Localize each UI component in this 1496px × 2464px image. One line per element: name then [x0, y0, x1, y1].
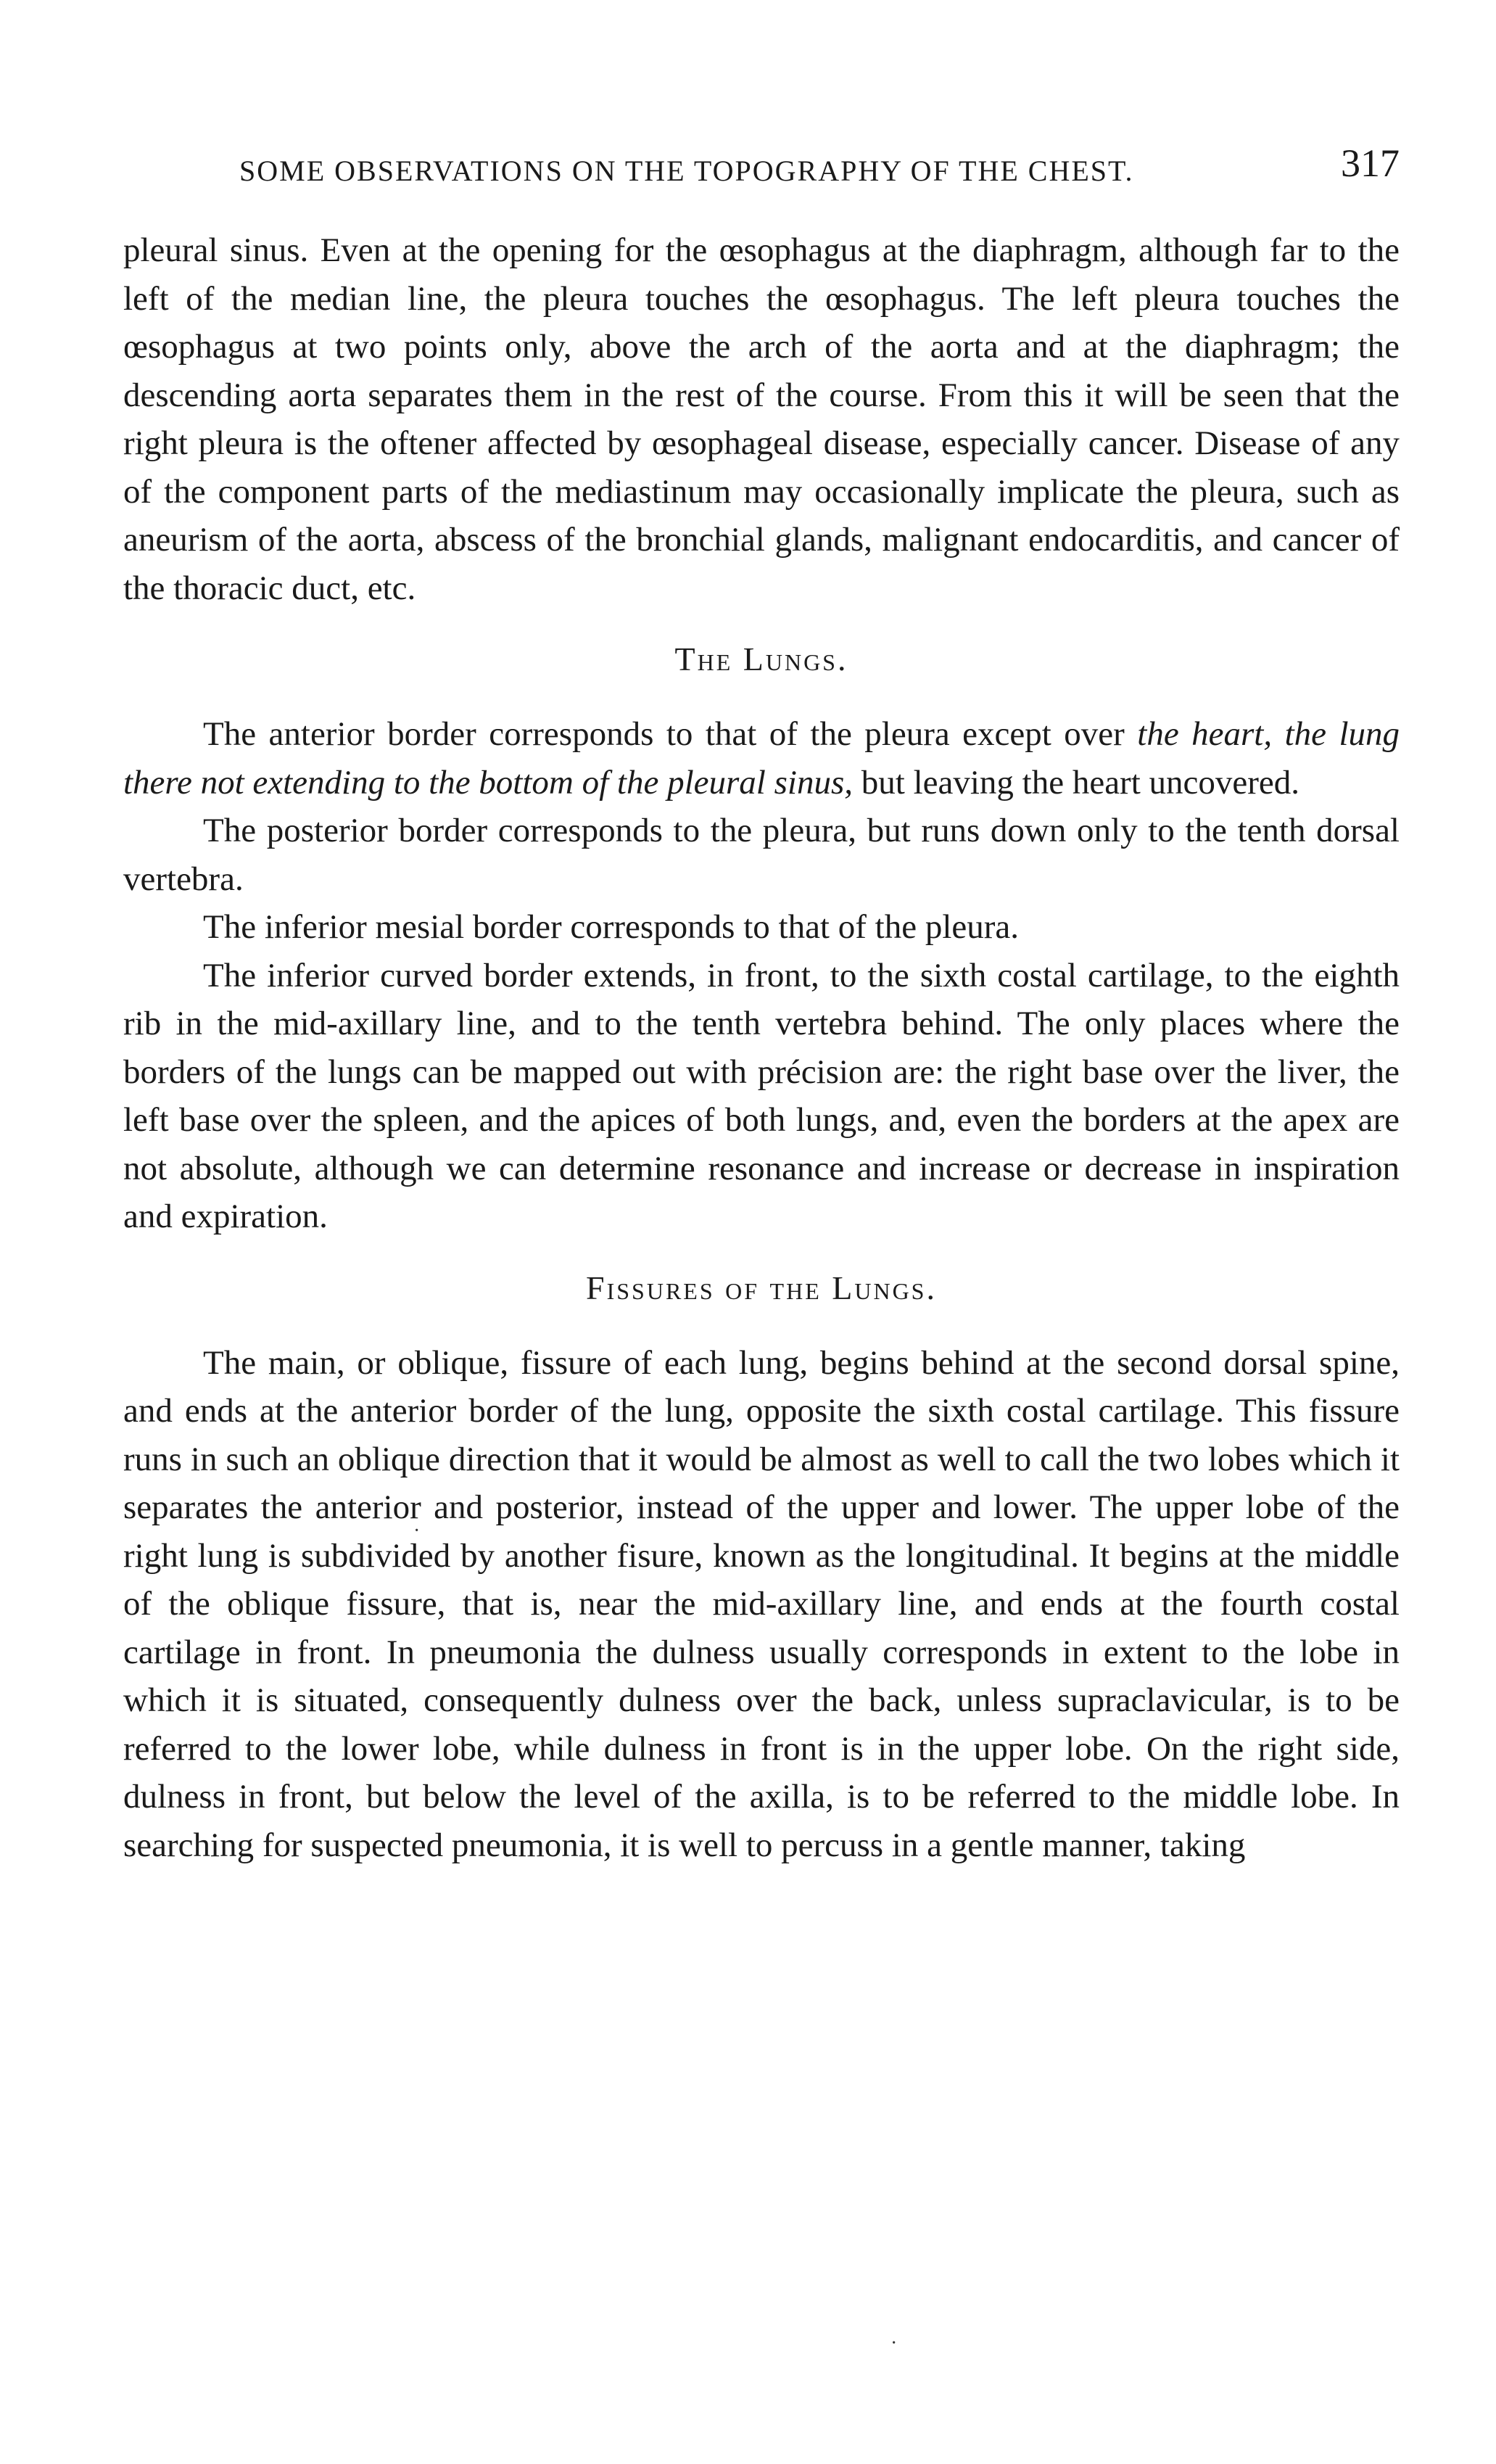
- paragraph-main-fissure: The main, or oblique, fissure of each lung, begins behind at the second dorsal spine, and ends at the anterior border of the lung, opposite the sixth costal cartilage. This fissure runs in such an oblique direction that it would be almost as well to call the two lobes which it separates the anterior and posterior, instead of the upper and lower. The upper lobe of the right lung is subdivided by another fisure, known as the longitudinal. It begins at the middle of the oblique fissure, that is, near the mid-axillary line, and ends at the fourth costal cartilage in front. In pneumonia the dulness usually corresponds in extent to the lobe in which it is situated, consequently dulness over the back, unless supraclavicular, is to be referred to the lower lobe, while dulness in front is in the upper lobe. On the right side, dulness in front, but below the level of the axilla, is to be referred to the middle lobe. In searching for suspected pneumonia, it is well to percuss in a gentle manner, taking: [123, 1343, 1400, 1864]
- print-speck: ·: [413, 1520, 421, 1542]
- section-heading-lungs: The Lungs.: [674, 640, 848, 677]
- paragraph-anterior-border-start: The anterior border corresponds to that of the pleura except over: [203, 715, 1138, 753]
- paragraph-pleural-sinus: pleural sinus. Even at the opening for the œsophagus at the diaphragm, although far to the left of the median line, the pleura touches the œsophagus. The left pleura touches the œsophagus at two points only, above the arch of the aorta and at the diaphragm; the descending aorta separates them in the rest of the course. From this it will be seen that the right pleura is the oftener affected by œsophageal disease, especially cancer. Disease of any of the component parts of the mediastinum may occasionally implicate the pleura, such as aneurism of the aorta, abscess of the bronchial glands, malignant endocarditis, and cancer of the thoracic duct, etc.: [123, 231, 1400, 607]
- paragraph-inferior-mesial-border: The inferior mesial border corresponds to that of the pleura.: [203, 908, 1019, 946]
- paragraph-anterior-border: [123, 710, 1400, 807]
- paragraph-posterior-border: The posterior border corresponds to the pleura, but runs down only to the tenth dorsal vertebra.: [123, 812, 1400, 898]
- section-heading-fissures: Fissures of the Lungs.: [586, 1269, 937, 1306]
- page-content: [123, 138, 1400, 1869]
- running-head: [123, 138, 1400, 189]
- running-title: SOME OBSERVATIONS ON THE TOPOGRAPHY OF THE CHEST.: [239, 154, 1134, 187]
- paragraph-anterior-border-italic: the heart, the lung there not extending to the bottom of the pleural sinus,: [123, 715, 1400, 802]
- print-speck: ·: [890, 2332, 898, 2354]
- paragraph-inferior-curved-border: The inferior curved border extends, in front, to the sixth costal cartilage, to the eighth rib in the mid-axillary line, and to the tenth vertebra behind. The only places where the borders of the lungs can be mapped out with précision are: the right base over the liver, the left base over the spleen, and the apices of both lungs, and, even the borders at the apex are not absolute, although we can determine resonance and increase or decrease in inspiration and expiration.: [123, 956, 1400, 1235]
- page-number: 317: [1341, 141, 1400, 185]
- paragraph-anterior-border-end: but leaving the heart uncovered.: [853, 763, 1299, 802]
